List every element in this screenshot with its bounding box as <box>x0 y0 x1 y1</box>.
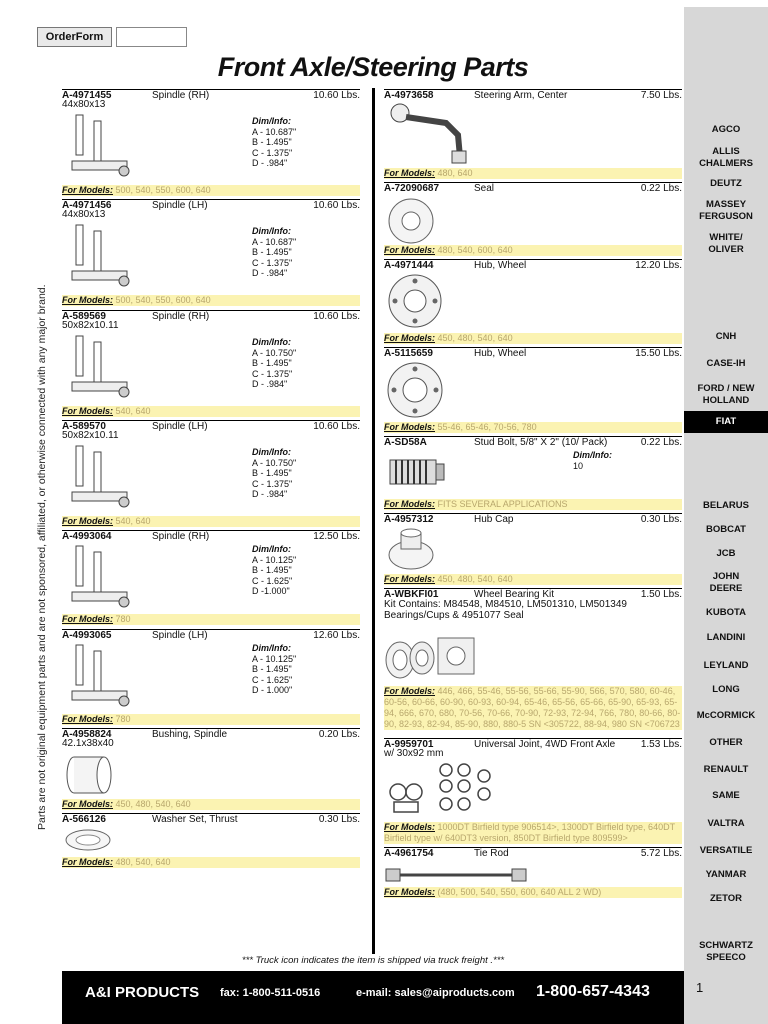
part-weight: 10.60 Lbs. <box>313 421 360 432</box>
steering-arm-image <box>388 101 474 165</box>
page-title: Front Axle/Steering Parts <box>217 52 529 82</box>
part-number[interactable]: A-4971444 <box>384 260 434 271</box>
brand-valtra[interactable]: VALTRA <box>707 818 745 829</box>
part-size: 44x80x13 <box>62 99 106 110</box>
models-bar: For Models: 480, 540, 600, 640 <box>384 245 682 256</box>
spindle-image <box>64 334 139 402</box>
models-bar: For Models: 55-46, 65-46, 70-56, 780 <box>384 422 682 433</box>
footer-bar <box>62 971 684 1024</box>
part-item <box>62 89 360 196</box>
part-item <box>62 629 360 726</box>
models-bar: For Models: 450, 480, 540, 640 <box>384 574 682 585</box>
brand-other[interactable]: OTHER <box>709 737 743 748</box>
dim-info: Dim/Info: A - 10.750" B - 1.495" C - 1.375" D - .984" <box>252 337 297 389</box>
part-weight: 0.20 Lbs. <box>318 729 360 740</box>
order-form-button[interactable]: OrderForm <box>37 27 112 47</box>
brand-yanmar[interactable]: YANMAR <box>705 869 747 880</box>
part-weight: 10.60 Lbs. <box>313 90 360 101</box>
part-weight: 0.22 Lbs. <box>640 437 682 448</box>
part-number[interactable]: A-4993064 <box>62 531 112 542</box>
brand-jcb[interactable]: JCB <box>716 548 736 559</box>
part-item <box>384 89 682 180</box>
part-description: Stud Bolt, 5/8" X 2" (10/ Pack) <box>474 437 608 448</box>
part-description: Wheel Bearing Kit <box>474 589 555 600</box>
part-weight: 5.72 Lbs. <box>640 848 682 859</box>
part-number[interactable]: A-4993065 <box>62 630 112 641</box>
models-bar: For Models: 780 <box>62 614 360 625</box>
models-bar: For Models: 540, 640 <box>62 406 360 417</box>
brand-deutz[interactable]: DEUTZ <box>710 178 742 189</box>
dim-info: Dim/Info: A - 10.687" B - 1.495" C - 1.375" D - .984" <box>252 226 297 278</box>
part-size: 50x82x10.11 <box>62 320 119 331</box>
spindle-image <box>64 444 139 512</box>
part-weight: 1.50 Lbs. <box>640 589 682 600</box>
part-description: Spindle (RH) <box>152 311 210 322</box>
spindle-image <box>64 643 139 713</box>
part-number[interactable]: A-WBKFI01 <box>384 589 439 600</box>
models-bar: For Models: FITS SEVERAL APPLICATIONS <box>384 499 682 510</box>
order-form-input[interactable] <box>116 27 187 47</box>
fax-number: fax: 1-800-511-0516 <box>220 987 321 999</box>
brand-schwartz-speeco[interactable]: SCHWARTZ SPEECO <box>699 940 753 963</box>
part-weight: 7.50 Lbs. <box>640 90 682 101</box>
part-weight: 12.20 Lbs. <box>635 260 682 271</box>
brand-agco[interactable]: AGCO <box>711 124 741 135</box>
part-weight: 10.60 Lbs. <box>313 311 360 322</box>
part-description: Spindle (RH) <box>152 531 210 542</box>
spindle-image <box>64 544 139 614</box>
phone-number[interactable]: 1-800-657-4343 <box>536 983 650 1000</box>
part-weight: 15.50 Lbs. <box>635 348 682 359</box>
part-item <box>62 199 360 306</box>
brand-ford-new-holland[interactable]: FORD / NEW HOLLAND <box>697 383 755 406</box>
disclaimer-text: Parts are not original equipment parts and are not sponsored, affiliated, or otherwise connected with any major brand. <box>36 284 48 830</box>
part-number[interactable]: A-589570 <box>62 421 106 432</box>
part-number[interactable]: A-4971456 <box>62 200 112 211</box>
part-size: 50x82x10.11 <box>62 430 119 441</box>
models-bar: For Models: 450, 480, 540, 640 <box>384 333 682 344</box>
part-description: Washer Set, Thrust <box>152 814 238 825</box>
page-number: 1 <box>696 980 704 995</box>
part-item <box>62 420 360 527</box>
part-item <box>384 588 682 736</box>
part-item <box>384 513 682 586</box>
brand-case-ih[interactable]: CASE-IH <box>706 358 746 369</box>
dim-info-label: Dim/Info: <box>252 337 291 347</box>
models-bar: For Models: 480, 640 <box>384 168 682 179</box>
part-number[interactable]: A-9959701 <box>384 739 434 750</box>
part-description: Hub Cap <box>474 514 514 525</box>
models-bar: For Models: 500, 540, 550, 600, 640 <box>62 295 360 306</box>
truck-note: *** Truck icon indicates the item is shipped via truck freight .*** <box>241 955 505 966</box>
part-number[interactable]: A-566126 <box>62 814 106 825</box>
part-description: Spindle (LH) <box>152 630 208 641</box>
part-description: Spindle (RH) <box>152 90 210 101</box>
models-bar: For Models: 1000DT Birfield type 906514>, 1300DT Birfield type, 640DT Birfield type w/ 640DT3 version, 850DT Birfield type 809599> <box>384 822 682 844</box>
part-item <box>384 182 682 257</box>
washer-image <box>64 827 114 853</box>
brand-belarus[interactable]: BELARUS <box>703 500 749 511</box>
part-weight: 0.22 Lbs. <box>640 183 682 194</box>
brand-bobcat[interactable]: BOBCAT <box>706 524 746 535</box>
part-number[interactable]: A-5115659 <box>384 348 433 359</box>
dim-info-label: Dim/Info: <box>252 643 291 653</box>
part-weight: 1.53 Lbs. <box>640 739 682 750</box>
models-bar: For Models: 540, 640 <box>62 516 360 527</box>
brand-renault[interactable]: RENAULT <box>703 764 749 775</box>
brand-white-oliver[interactable]: WHITE/ OLIVER <box>708 232 744 255</box>
brand-versatile[interactable]: VERSATILE <box>699 845 753 856</box>
part-number[interactable]: A-72090687 <box>384 183 440 194</box>
part-description: Tie Rod <box>474 848 509 859</box>
part-description: Bushing, Spindle <box>152 729 228 740</box>
part-number[interactable]: A-4971455 <box>62 90 112 101</box>
dim-info: Dim/Info: A - 10.125" B - 1.495" C - 1.625" D - 1.000" <box>252 643 297 695</box>
brand-john-deere[interactable]: JOHN DEERE <box>709 571 743 594</box>
dim-info-label: Dim/Info: <box>252 544 291 554</box>
part-item <box>384 347 682 434</box>
part-item <box>62 310 360 417</box>
dim-info: Dim/Info: 10 <box>573 450 612 471</box>
brand-allis-chalmers[interactable]: ALLIS CHALMERS <box>699 146 753 169</box>
dim-info: Dim/Info: A - 10.750" B - 1.495" C - 1.375" D - .984" <box>252 447 297 499</box>
dim-info: Dim/Info: A - 10.125" B - 1.495" C - 1.625" D -1.000" <box>252 544 297 596</box>
dim-info-label: Dim/Info: <box>252 447 291 457</box>
universal-joint-image <box>384 762 504 818</box>
part-number[interactable]: A-4961754 <box>384 848 434 859</box>
tie-rod-image <box>384 863 534 887</box>
hub-cap-image <box>386 527 436 573</box>
part-description: Universal Joint, 4WD Front Axle <box>474 739 616 750</box>
models-bar: For Models: 780 <box>62 714 360 725</box>
models-bar: For Models: (480, 500, 540, 550, 600, 640 ALL 2 WD) <box>384 887 682 898</box>
part-item <box>62 728 360 810</box>
brand-zetor[interactable]: ZETOR <box>709 893 743 904</box>
column-divider <box>372 88 375 954</box>
models-bar: For Models: 450, 480, 540, 640 <box>62 799 360 810</box>
part-item <box>62 813 360 869</box>
part-weight: 12.50 Lbs. <box>313 531 360 542</box>
models-bar: For Models: 480, 540, 640 <box>62 857 360 868</box>
part-item <box>384 436 682 511</box>
part-number[interactable]: A-4973658 <box>384 90 434 101</box>
brand-landini[interactable]: LANDINI <box>706 632 746 643</box>
part-item <box>62 530 360 627</box>
dim-info: Dim/Info: A - 10.687" B - 1.495" C - 1.375" D - .984" <box>252 116 297 168</box>
dim-info-label: Dim/Info: <box>573 450 612 460</box>
models-bar: For Models: 500, 540, 550, 600, 640 <box>62 185 360 196</box>
bushing-image <box>64 752 114 798</box>
part-item <box>384 847 682 898</box>
stud-bolt-image <box>386 450 448 494</box>
brand-leyland[interactable]: LEYLAND <box>703 660 749 671</box>
models-bar: For Models: 446, 466, 55-46, 55-56, 55-66, 55-90, 566, 570, 580, 60-46, 60-56, 60-66, 60-90, 60-93, 60-94, 65-46, 65-56, 65-66, 65-90, 65-93, 65-94, 666, 670, 680, 70-56, 70-66, 70-90, 72-93, 72-94, 766, 780, 80-66, 80-90, 82-93, 82-94, 85-90, 880, 880-5 SN <305722, 88-94, 980 SN <706723 <box>384 686 681 729</box>
brand-long[interactable]: LONG <box>712 684 740 695</box>
part-number[interactable]: A-4958824 <box>62 729 112 740</box>
brand-same[interactable]: SAME <box>712 790 740 801</box>
part-weight: 10.60 Lbs. <box>313 200 360 211</box>
dim-info-label: Dim/Info: <box>252 226 291 236</box>
brand-cnh[interactable]: CNH <box>715 331 737 342</box>
part-number[interactable]: A-4957312 <box>384 514 434 525</box>
part-weight: 0.30 Lbs. <box>318 814 360 825</box>
spindle-image <box>64 223 139 291</box>
part-description: Hub, Wheel <box>474 260 527 271</box>
part-number[interactable]: A-SD58A <box>384 437 427 448</box>
brand-mccormick[interactable]: McCORMICK <box>696 710 756 721</box>
part-size: w/ 30x92 mm <box>384 748 444 759</box>
spindle-image <box>64 113 139 181</box>
part-weight: 0.30 Lbs. <box>640 514 682 525</box>
part-description: Hub, Wheel <box>474 348 527 359</box>
bearing-kit-image <box>384 632 480 684</box>
email-link[interactable]: e-mail: sales@aiproducts.com <box>356 987 515 999</box>
wheel-hub-image <box>386 271 444 331</box>
part-item <box>384 738 682 845</box>
part-size: 42.1x38x40 <box>62 738 114 749</box>
wheel-hub-image <box>386 359 444 421</box>
kit-contents: Kit Contains: M84548, M84510, LM501310, LM501349 Bearings/Cups & 4951077 Seal <box>384 599 627 621</box>
dim-info-label: Dim/Info: <box>252 116 291 126</box>
seal-image <box>386 196 436 246</box>
part-weight: 12.60 Lbs. <box>313 630 360 641</box>
brand-massey-ferguson[interactable]: MASSEY FERGUSON <box>699 199 753 222</box>
part-item <box>384 259 682 345</box>
brand-fiat[interactable]: FIAT <box>684 411 768 433</box>
part-description: Spindle (LH) <box>152 200 208 211</box>
part-description: Steering Arm, Center <box>474 90 568 101</box>
part-number[interactable]: A-589569 <box>62 311 106 322</box>
part-description: Seal <box>474 183 495 194</box>
part-description: Spindle (LH) <box>152 421 208 432</box>
part-size: 44x80x13 <box>62 209 106 220</box>
company-name: A&I PRODUCTS <box>85 984 200 1001</box>
brand-kubota[interactable]: KUBOTA <box>706 607 746 618</box>
